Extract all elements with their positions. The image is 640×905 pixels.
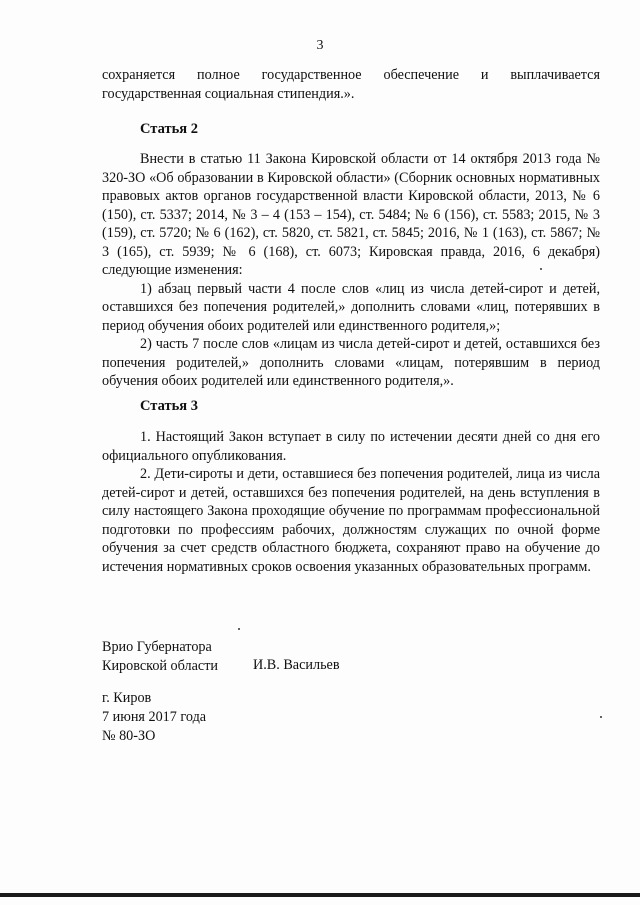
article-2-item-1: 1) абзац первый части 4 после слов «лиц из числа детей-сирот и детей, оставшихся без попечения родителей,» дополнить словами «лиц, потерявших в период обучения обоих родителей или единственного родителя,»; <box>102 280 600 334</box>
intro-text: сохраняется полное государственное обеспечение и выплачивается государственная социальная стипендия.». <box>102 67 600 102</box>
law-number: № 80-ЗО <box>102 728 156 744</box>
signature-block <box>102 638 218 676</box>
intro-paragraph <box>102 66 600 103</box>
law-date: 7 июня 2017 года <box>102 709 207 725</box>
article-3-body <box>102 428 600 576</box>
article-2-item-2: 2) часть 7 после слов «лицам из числа детей-сирот и детей, оставшихся без попечения родителей,» дополнить словами «лицам, потерявшим в период обучения обоих родителей или единственного родителя,». <box>102 336 600 389</box>
article-3-item-1: 1. Настоящий Закон вступает в силу по истечении десяти дней со дня его официального опубликования. <box>102 429 600 464</box>
scan-speck <box>600 716 602 718</box>
signatory-position-line-2: Кировской области <box>102 658 218 674</box>
article-2-paragraph: Внести в статью 11 Закона Кировской области от 14 октября 2013 года № 320-ЗО «Об образовании в Кировской области» (Сборник основных нормативных правовых актов органов государственной власти Кировской области, 2013, № 6 (150), ст. 5337; 2014, № 3 – 4 (153 – 154), ст. 5484; № 6 (156), ст. 5583; 2015, № 3 (159), ст. 5720; № 6 (162), ст. 5820, ст. 5821, ст. 5845; 2016, № 1 (163), ст. 5867; № 3 (165), ст. 5939; № 6 (168), ст. 6073; Кировская правда, 2016, 6 декабря) следующие изменения: <box>102 151 600 278</box>
article-2-heading: Статья 2 <box>140 121 198 137</box>
article-3-heading: Статья 3 <box>140 398 198 414</box>
scan-speck <box>540 268 542 270</box>
signatory-name: И.В. Васильев <box>253 657 340 673</box>
scan-speck <box>238 628 240 630</box>
article-2-body <box>102 150 600 391</box>
law-footer <box>102 689 206 746</box>
law-city: г. Киров <box>102 690 152 706</box>
page-number: 3 <box>316 38 324 53</box>
article-3-item-2: 2. Дети-сироты и дети, оставшиеся без попечения родителей, лица из числа детей-сирот и детей, оставшихся без попечения родителей, на день вступления в силу настоящего Закона проходящие обучение по программам профессиональной подготовки по профессиям рабочих, должностям служащих по очной форме обучения за счет средств областного бюджета, сохраняют право на обучение до истечения нормативных сроков освоения указанных образовательных программ. <box>102 466 600 575</box>
signatory-position-line-1: Врио Губернатора <box>102 639 212 655</box>
scan-bottom-edge <box>0 893 640 897</box>
